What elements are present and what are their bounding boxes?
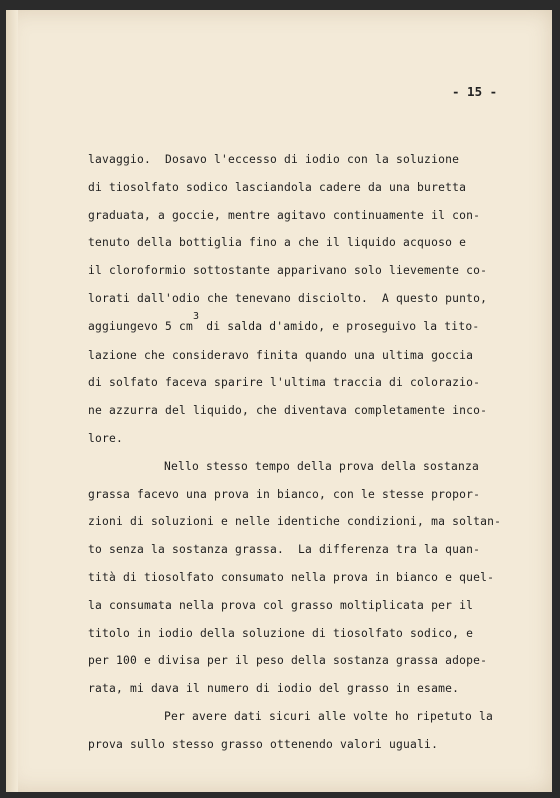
text-line: di solfato faceva sparire l'ultima traccia di colorazio-: [88, 376, 481, 390]
text-line: to senza la sostanza grassa. La differenza tra la quan-: [88, 543, 481, 557]
document-page: [6, 10, 552, 792]
text-line: la consumata nella prova col grasso moltiplicata per il: [88, 598, 474, 612]
text-segment: di salda d'amido, e proseguivo la tito-: [199, 319, 480, 333]
text-line: lore.: [88, 431, 124, 445]
text-line: grassa facevo una prova in bianco, con le stesse propor-: [88, 487, 481, 501]
text-line-with-superscript: [88, 310, 518, 342]
text-segment: aggiungevo 5 cm: [88, 319, 194, 333]
text-line: di tiosolfato sodico lasciandola cadere da una buretta: [88, 180, 467, 194]
body-text: [88, 146, 518, 759]
text-line: graduata, a goccie, mentre agitavo continuamente il con-: [88, 208, 481, 222]
text-line: ne azzurra del liquido, che diventava completamente inco-: [88, 404, 488, 418]
text-line: titolo in iodio della soluzione di tiosolfato sodico, e: [88, 626, 474, 640]
text-line: lazione che consideravo finita quando una ultima goccia: [88, 348, 474, 362]
text-line: zioni di soluzioni e nelle identiche condizioni, ma soltan-: [88, 515, 502, 529]
text-line: lorati dall'odio che tenevano disciolto. A questo punto,: [88, 291, 488, 305]
text-line: lavaggio. Dosavo l'eccesso di iodio con la soluzione: [88, 153, 460, 166]
text-line: il cloroformio sottostante apparivano solo lievemente co-: [88, 264, 488, 278]
text-line: Per avere dati sicuri alle volte ho ripetuto la: [164, 709, 494, 723]
text-line: prova sullo stesso grasso ottenendo valori uguali.: [88, 737, 439, 751]
page-number: - 15 -: [452, 84, 498, 99]
superscript: 3: [193, 310, 200, 322]
text-line: rata, mi dava il numero di iodio del grasso in esame.: [88, 682, 460, 696]
text-line: Nello stesso tempo della prova della sostanza: [164, 459, 480, 473]
page-binding-edge: [6, 10, 18, 792]
text-line: tenuto della bottiglia fino a che il liquido acquoso e: [88, 236, 467, 250]
text-line: per 100 e divisa per il peso della sostanza grassa adope-: [88, 654, 488, 668]
text-line: tità di tiosolfato consumato nella prova in bianco e quel-: [88, 570, 495, 584]
